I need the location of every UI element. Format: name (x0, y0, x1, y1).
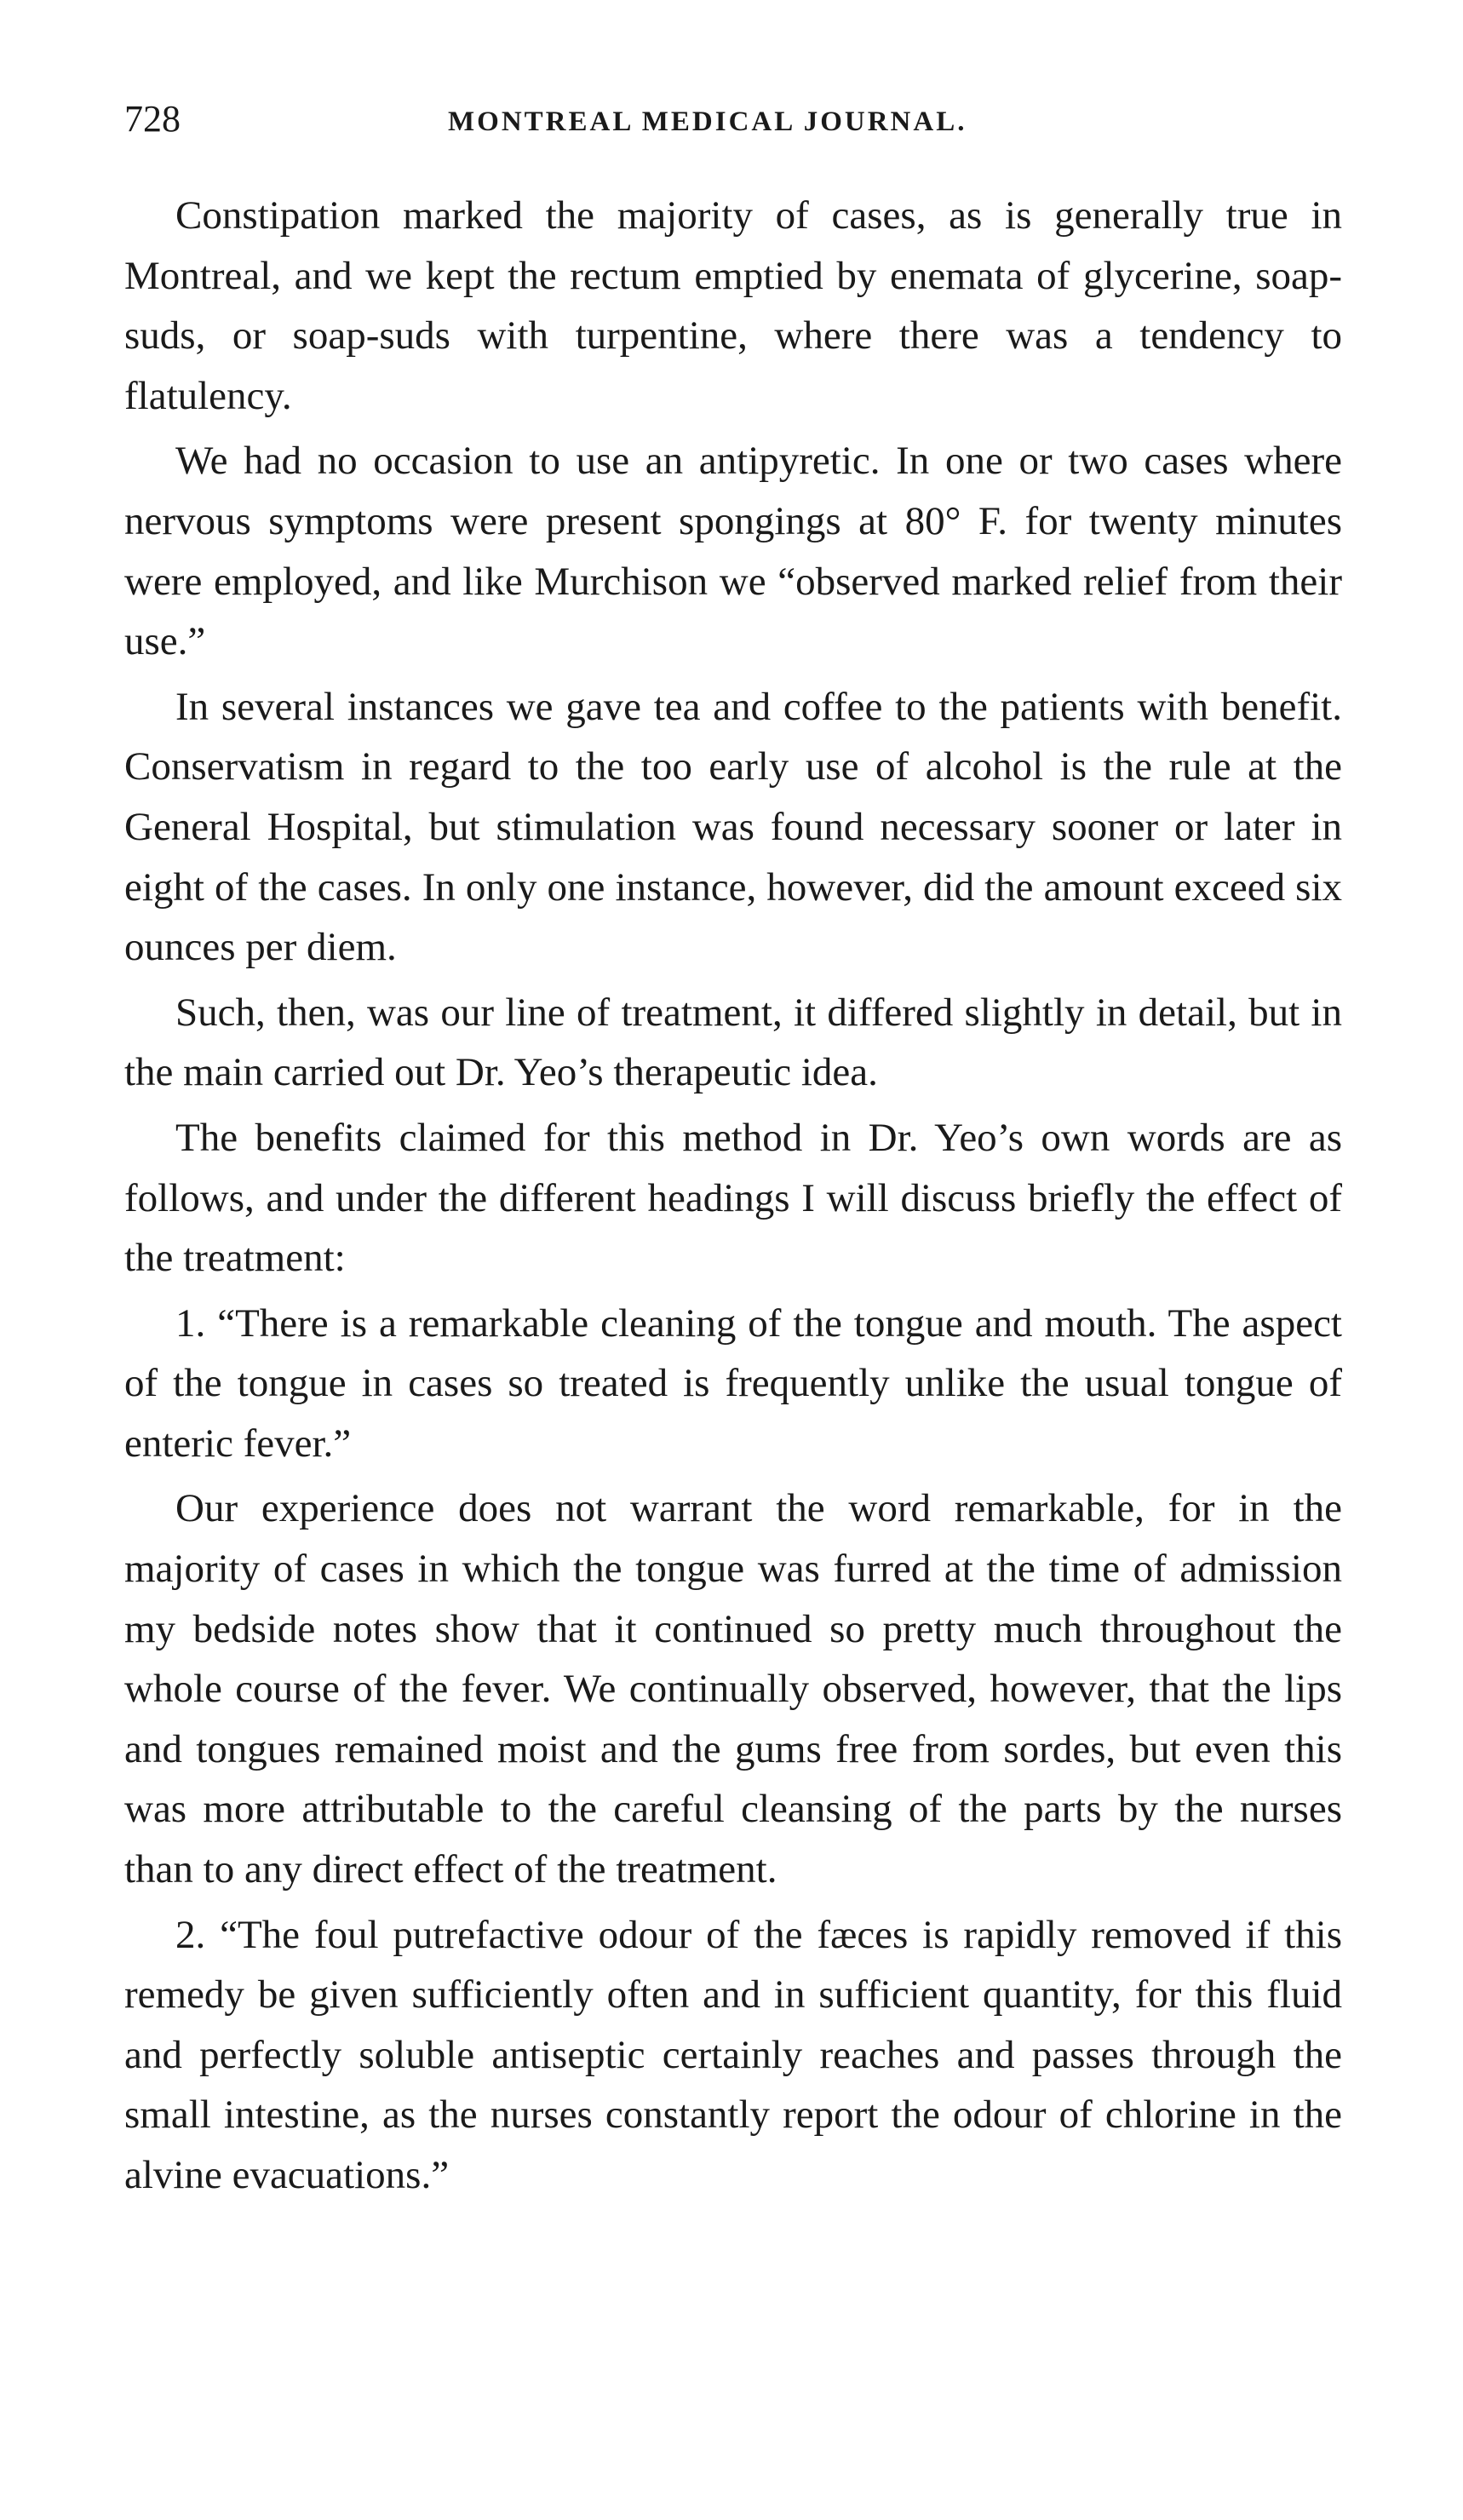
paragraph-treatment-summary: Such, then, was our line of treatment, it differed slightly in detail, but in the main carried out Dr. Yeo’s therapeutic idea. (124, 990, 1342, 1095)
running-head: MONTREAL MEDICAL JOURNAL. (448, 106, 967, 137)
paragraph-antipyretic: We had no occasion to use an antipyretic. In one or two cases where nervous symptoms were present spongings at 80° F. for twenty minutes were employed, and like Murchison we “observed marked relief from their use.” (124, 439, 1342, 664)
journal-page (124, 95, 1342, 2211)
paragraph-benefit-1-quote: 1. “There is a remarkable cleaning of the tongue and mouth. The aspect of the tongue in cases so treated is frequently unlike the usual tongue of enteric fever.” (124, 1300, 1342, 1466)
paragraph-benefits-intro: The benefits claimed for this method in Dr. Yeo’s own words are as follows, and under the different headings I will discuss briefly the effect of the treatment: (124, 1115, 1342, 1281)
paragraph-stimulants: In several instances we gave tea and coffee to the patients with benefit. Conservatism in regard to the too early use of alcohol is the rule at the General Hospital, but stimulation was found necessary sooner or later in eight of the cases. In only one instance, however, did the amount exceed six ounces per diem. (124, 684, 1342, 970)
paragraph-benefit-2-quote: 2. “The foul putrefactive odour of the fæces is rapidly removed if this remedy be given sufficiently often and in sufficient quantity, for this fluid and perfectly soluble antiseptic certainly reaches and passes through the small intestine, as the nurses constantly report the odour of chlorine in the alvine evacuations.” (124, 1912, 1342, 2197)
paragraph-benefit-1-discussion: Our experience does not warrant the word remarkable, for in the majority of cases in which the tongue was furred at the time of admission my bedside notes show that it continued so pretty much throughout the whole course of the fever. We continually observed, however, that the lips and tongues remained moist and the gums free from sordes, but even this was more attributable to the careful cleansing of the parts by the nurses than to any direct effect of the treatment. (124, 1486, 1342, 1892)
page-header (124, 95, 1342, 146)
paragraph-constipation: Constipation marked the majority of cases, as is generally true in Montreal, and we kept the rectum emptied by enemata of glycerine, soap-suds, or soap-suds with turpentine, where there was a tendency to flatulency. (124, 193, 1342, 418)
body-text (124, 186, 1342, 2206)
page-number: 728 (124, 98, 181, 140)
